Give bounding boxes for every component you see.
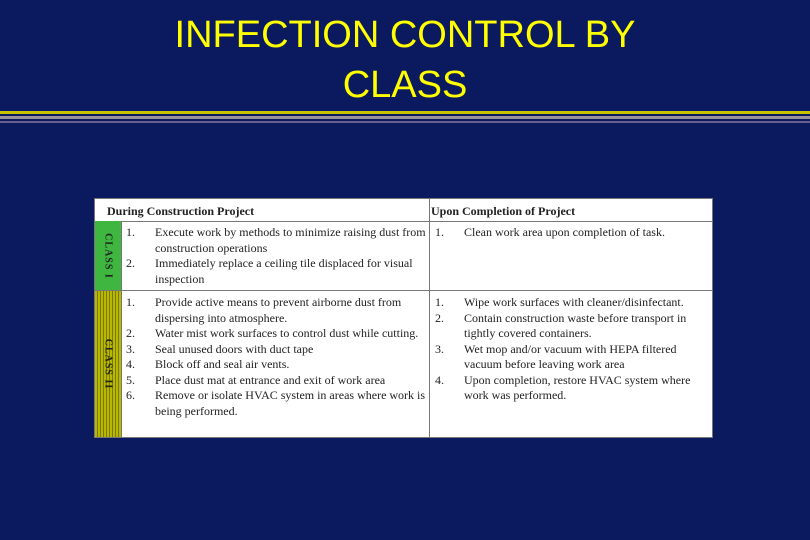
table-row-class-1: [95, 221, 712, 291]
list-item: [126, 357, 426, 373]
class-2-label: CLASS II: [102, 338, 114, 390]
table-header-row: [95, 199, 712, 222]
item-number: 2.: [126, 256, 135, 270]
item-number: 1.: [435, 225, 444, 239]
class-2-during-cell: [126, 295, 426, 419]
class-1-during-cell: [126, 225, 426, 287]
class-1-completion-cell: [435, 225, 707, 241]
list-item: [126, 295, 426, 326]
class-2-completion-cell: [435, 295, 707, 404]
list-item: [126, 342, 426, 358]
list-item: [126, 388, 426, 419]
item-number: 5.: [126, 372, 135, 387]
item-number: 2.: [435, 310, 444, 325]
item-number: 4.: [126, 357, 135, 371]
item-text: Water mist work surfaces to control dust while cutting.: [155, 326, 419, 340]
slide-title-line-1: INFECTION CONTROL BY: [174, 14, 636, 56]
item-text: Block off and seal air vents.: [155, 357, 290, 371]
list-item: [126, 326, 426, 342]
slide-title-line-2: CLASS: [342, 64, 468, 106]
title-divider-rule: [0, 116, 810, 119]
list-item: [435, 342, 707, 373]
item-text: Execute work by methods to minimize raising dust from construction operations: [155, 225, 426, 255]
list-item: [435, 225, 707, 241]
header-upon-completion: Upon Completion of Project: [431, 204, 576, 218]
item-number: 1.: [126, 295, 135, 309]
list-item: [126, 225, 426, 256]
list-item: [126, 373, 426, 389]
item-number: 4.: [435, 372, 444, 387]
title-divider-rule: [0, 111, 810, 114]
slide-title: [0, 10, 810, 110]
item-text: Remove or isolate HVAC system in areas where work is being performed.: [155, 388, 426, 418]
item-text: Upon completion, restore HVAC system where work was performed.: [464, 372, 691, 402]
header-during-construction: During Construction Project: [107, 204, 255, 218]
item-text: Place dust mat at entrance and exit of work area: [155, 372, 386, 387]
list-item: [126, 256, 426, 287]
item-text: Wet mop and/or vacuum with HEPA filtered vacuum before leaving work area: [464, 341, 677, 371]
title-divider-rule: [0, 121, 810, 123]
class-1-label: CLASS I: [102, 232, 114, 279]
class-1-band: [95, 221, 122, 290]
item-number: 3.: [435, 341, 444, 356]
table-row-class-2: [95, 291, 712, 437]
item-text: Contain construction waste before transport in tightly covered containers.: [464, 310, 687, 340]
item-number: 2.: [126, 326, 135, 340]
item-text: Clean work area upon completion of task.: [464, 225, 665, 239]
item-text: Seal unused doors with duct tape: [155, 341, 314, 356]
item-text: Provide active means to prevent airborne dust from dispersing into atmosphere.: [155, 295, 402, 325]
list-item: [435, 311, 707, 342]
class-2-band: [95, 291, 122, 437]
item-number: 1.: [126, 225, 135, 239]
item-text: Immediately replace a ceiling tile displaced for visual inspection: [155, 256, 413, 286]
item-text: Wipe work surfaces with cleaner/disinfectant.: [464, 295, 684, 309]
item-number: 6.: [126, 388, 135, 402]
list-item: [435, 295, 707, 311]
list-item: [435, 373, 707, 404]
item-number: 3.: [126, 341, 135, 356]
infection-control-table: [94, 198, 713, 438]
item-number: 1.: [435, 295, 444, 309]
